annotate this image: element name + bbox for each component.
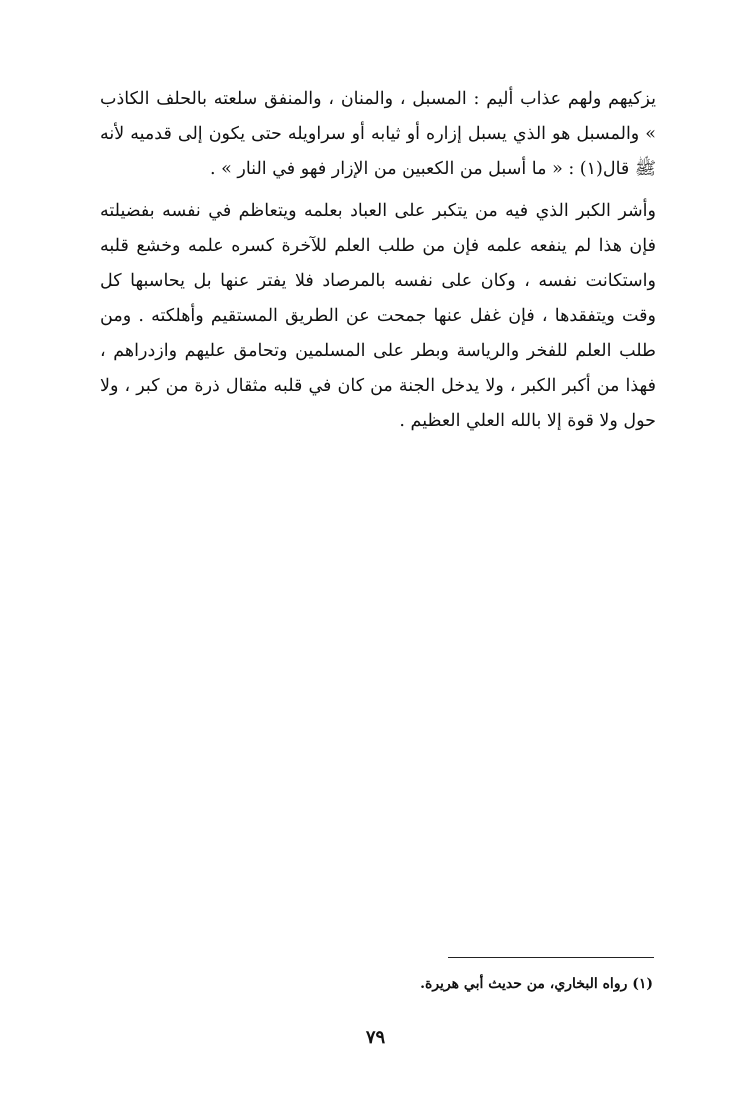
paragraph-1: يزكيهم ولهم عذاب أليم : المسبل ، والمنان ، والمنفق سلعته بالحلف الكاذب » والمسبل هو الذي يسبل إزاره أو ثيابه أو سراويله حتى يكون إلى قدميه لأنه ﷺ قال(١) : « ما أسبل من الكعبين من الإزار فهو في النار » . xyxy=(100,89,656,179)
main-text xyxy=(100,82,656,439)
paragraph-2: وأشر الكبر الذي فيه من يتكبر على العباد بعلمه ويتعاظم في نفسه بفضيلته فإن هذا لم ينفعه علمه فإن من طلب العلم للآخرة كسره علمه وخشع قلبه واستكانت نفسه ، وكان على نفسه بالمرصاد فلا يفتر عنها بل يحاسبها كل وقت ويتفقدها ، فإن غفل عنها جمحت عن الطريق المستقيم وأهلكته . ومن طلب العلم للفخر والرياسة وبطر على المسلمين وتحامق عليهم وازدراهم ، فهذا من أكبر الكبر ، ولا يدخل الجنة من كان في قلبه مثقال ذرة من كبر ، ولا حول ولا قوة إلا بالله العلي العظيم . xyxy=(100,201,656,431)
footnote: (١) رواه البخاري، من حديث أبي هريرة. xyxy=(420,976,653,992)
page-number: ٧٩ xyxy=(365,1027,386,1048)
footnote-divider xyxy=(448,957,654,958)
